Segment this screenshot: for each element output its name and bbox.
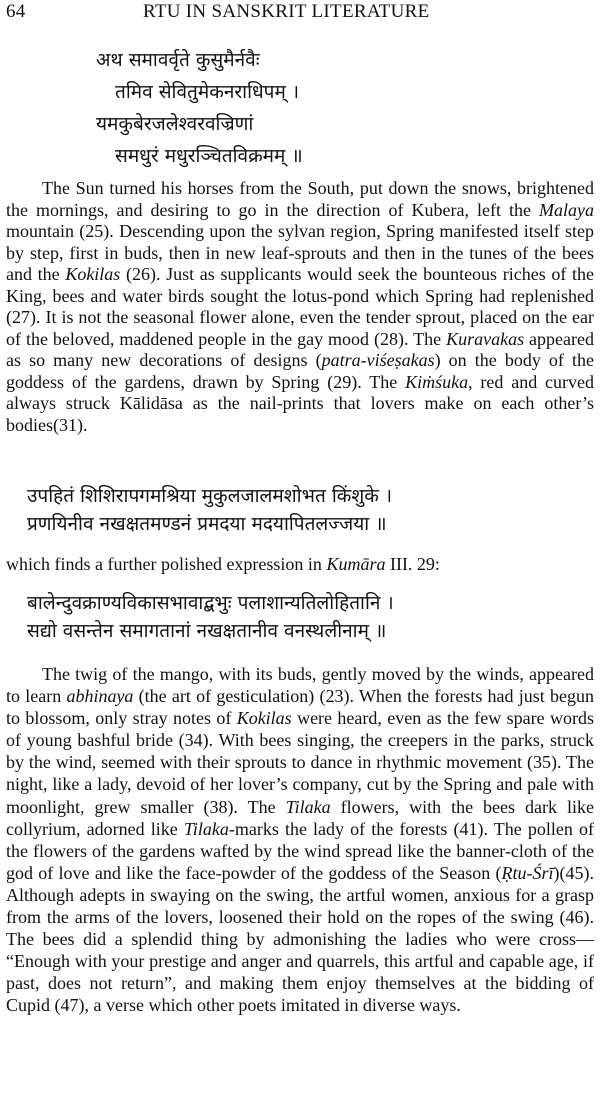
- paragraph-text-italic: Tilaka: [285, 796, 331, 817]
- work-title: Kumāra: [326, 554, 386, 574]
- paragraph-text-italic: abhinaya: [66, 686, 134, 707]
- paragraph-text-italic: Tilaka: [183, 818, 229, 839]
- paragraph-1: [6, 178, 594, 436]
- verse-line: सद्यो वसन्तेन समागतानां नखक्षतानीव वनस्थलीनाम् ॥: [27, 620, 387, 642]
- verse-line: प्रणयिनीव नखक्षतमण्डनं प्रमदया मदयापितलज्जया ॥: [27, 513, 387, 535]
- paragraph-text-italic: Malaya: [539, 199, 594, 220]
- bridge-sentence: [6, 553, 594, 575]
- paragraph-text-italic: Kuravakas: [446, 328, 525, 349]
- paragraph-text: flowers, with the bees dark like collyrium, adorned like: [6, 796, 594, 839]
- paragraph-text: The Sun turned his horses from the South, put down the snows, brightened the mornings, and desiring to go in the direction of Kubera, left the: [6, 178, 594, 220]
- paragraph-text: ) on the body of the goddess of the gardens, drawn by Spring (29). The: [6, 350, 595, 392]
- verse-line: उपहितं शिशिरापगमश्रिया मुकुलजालमशोभत किंशुके ।: [27, 485, 393, 507]
- page-header: [6, 0, 594, 24]
- page-number: 64: [6, 1, 26, 22]
- paragraph-text-italic: Kokilas: [236, 708, 292, 729]
- paragraph-text: were heard, even as the few spare words of young bashful bride (34). With bees singing, the creepers in the parks, struck by the wind, seemed with their sprouts to dance in rhythmic movement (35). The night, like a lady, devoid of her lover’s company, cut by the Spring and pale with moonlight, grew smaller (38). The: [6, 708, 594, 817]
- verse-line: यमकुबेरजलेश्वरवज्रिणां: [96, 113, 254, 135]
- verse-line: समधुरं मधुरञ्चितविक्रमम् ॥: [115, 145, 303, 167]
- verse-line: अथ समावर्वृते कुसुमैर्नवैः: [96, 49, 260, 71]
- paragraph-text: mountain (25). Descending upon the sylvan region, Spring manifested itself step by step, first in buds, then in new leaf-sprouts and then in the tunes of the bees and the: [6, 221, 594, 284]
- running-title: RTU IN SANSKRIT LITERATURE: [143, 1, 430, 22]
- sanskrit-verse-1: [0, 44, 600, 172]
- paragraph-text: -marks the lady of the forests (41). The pollen of the flowers of the gardens wafted by the wind spread like the banner-cloth of the god of love and like the face-powder of the goddess of the Season (: [6, 818, 595, 883]
- paragraph-text: (26). Just as supplicants would seek the bounteous riches of the King, bees and water birds sought the lotus-pond which Spring had replenished (27). It is not the seasonal flower alone, even the tender sprout, placed on the ear of the beloved, maddened people in the gay mood (28). The: [6, 264, 595, 349]
- sanskrit-verse-3: [0, 589, 600, 645]
- verse-line: बालेन्दुवक्राण्यविकासभावाद्बभुः पलाशान्यतिलोहितानि ।: [27, 592, 394, 614]
- paragraph-text-italic: Kokilas: [65, 264, 121, 284]
- paragraph-text-italic: Kiṁśuka: [405, 371, 469, 392]
- paragraph-text-italic: patra-viśeṣakas: [321, 350, 435, 370]
- paragraph-text: )(45). Although adepts in swaying on the swing, the artful women, anxious for a grasp from the arms of the lovers, loosened their hold on the ropes of the swing (46). The bees did a splendid thing by admonishing the ladies who were cross— “Enough with your prestige and anger and quarrels, this artful and capable age, if past, does not return”, and making them enjoy themselves at the bidding of Cupid (47), a verse which other poets imitated in diverse ways.: [6, 862, 594, 1016]
- paragraph-text-italic: Ṛtu-Śrī: [501, 862, 554, 883]
- paragraph-2: [6, 663, 594, 1017]
- paragraph-text: The twig of the mango, with its buds, gently moved by the winds, appeared to learn: [6, 664, 594, 707]
- sanskrit-verse-2: [0, 482, 600, 538]
- verse-line: तमिव सेवितुमेकनराधिपम् ।: [115, 81, 300, 103]
- paragraph-text: (the art of gesticulation) (23). When the forests had just begun to blossom, only stray notes of: [6, 686, 594, 729]
- paragraph-text: , red and curved always struck Kālidāsa as the nail-prints that lovers make on each other’s bodies(31).: [6, 371, 594, 435]
- bridge-text: which finds a further polished expression in: [6, 554, 327, 574]
- paragraph-text: appeared as so many new decorations of designs (: [6, 328, 595, 370]
- bridge-text: III. 29:: [385, 554, 440, 574]
